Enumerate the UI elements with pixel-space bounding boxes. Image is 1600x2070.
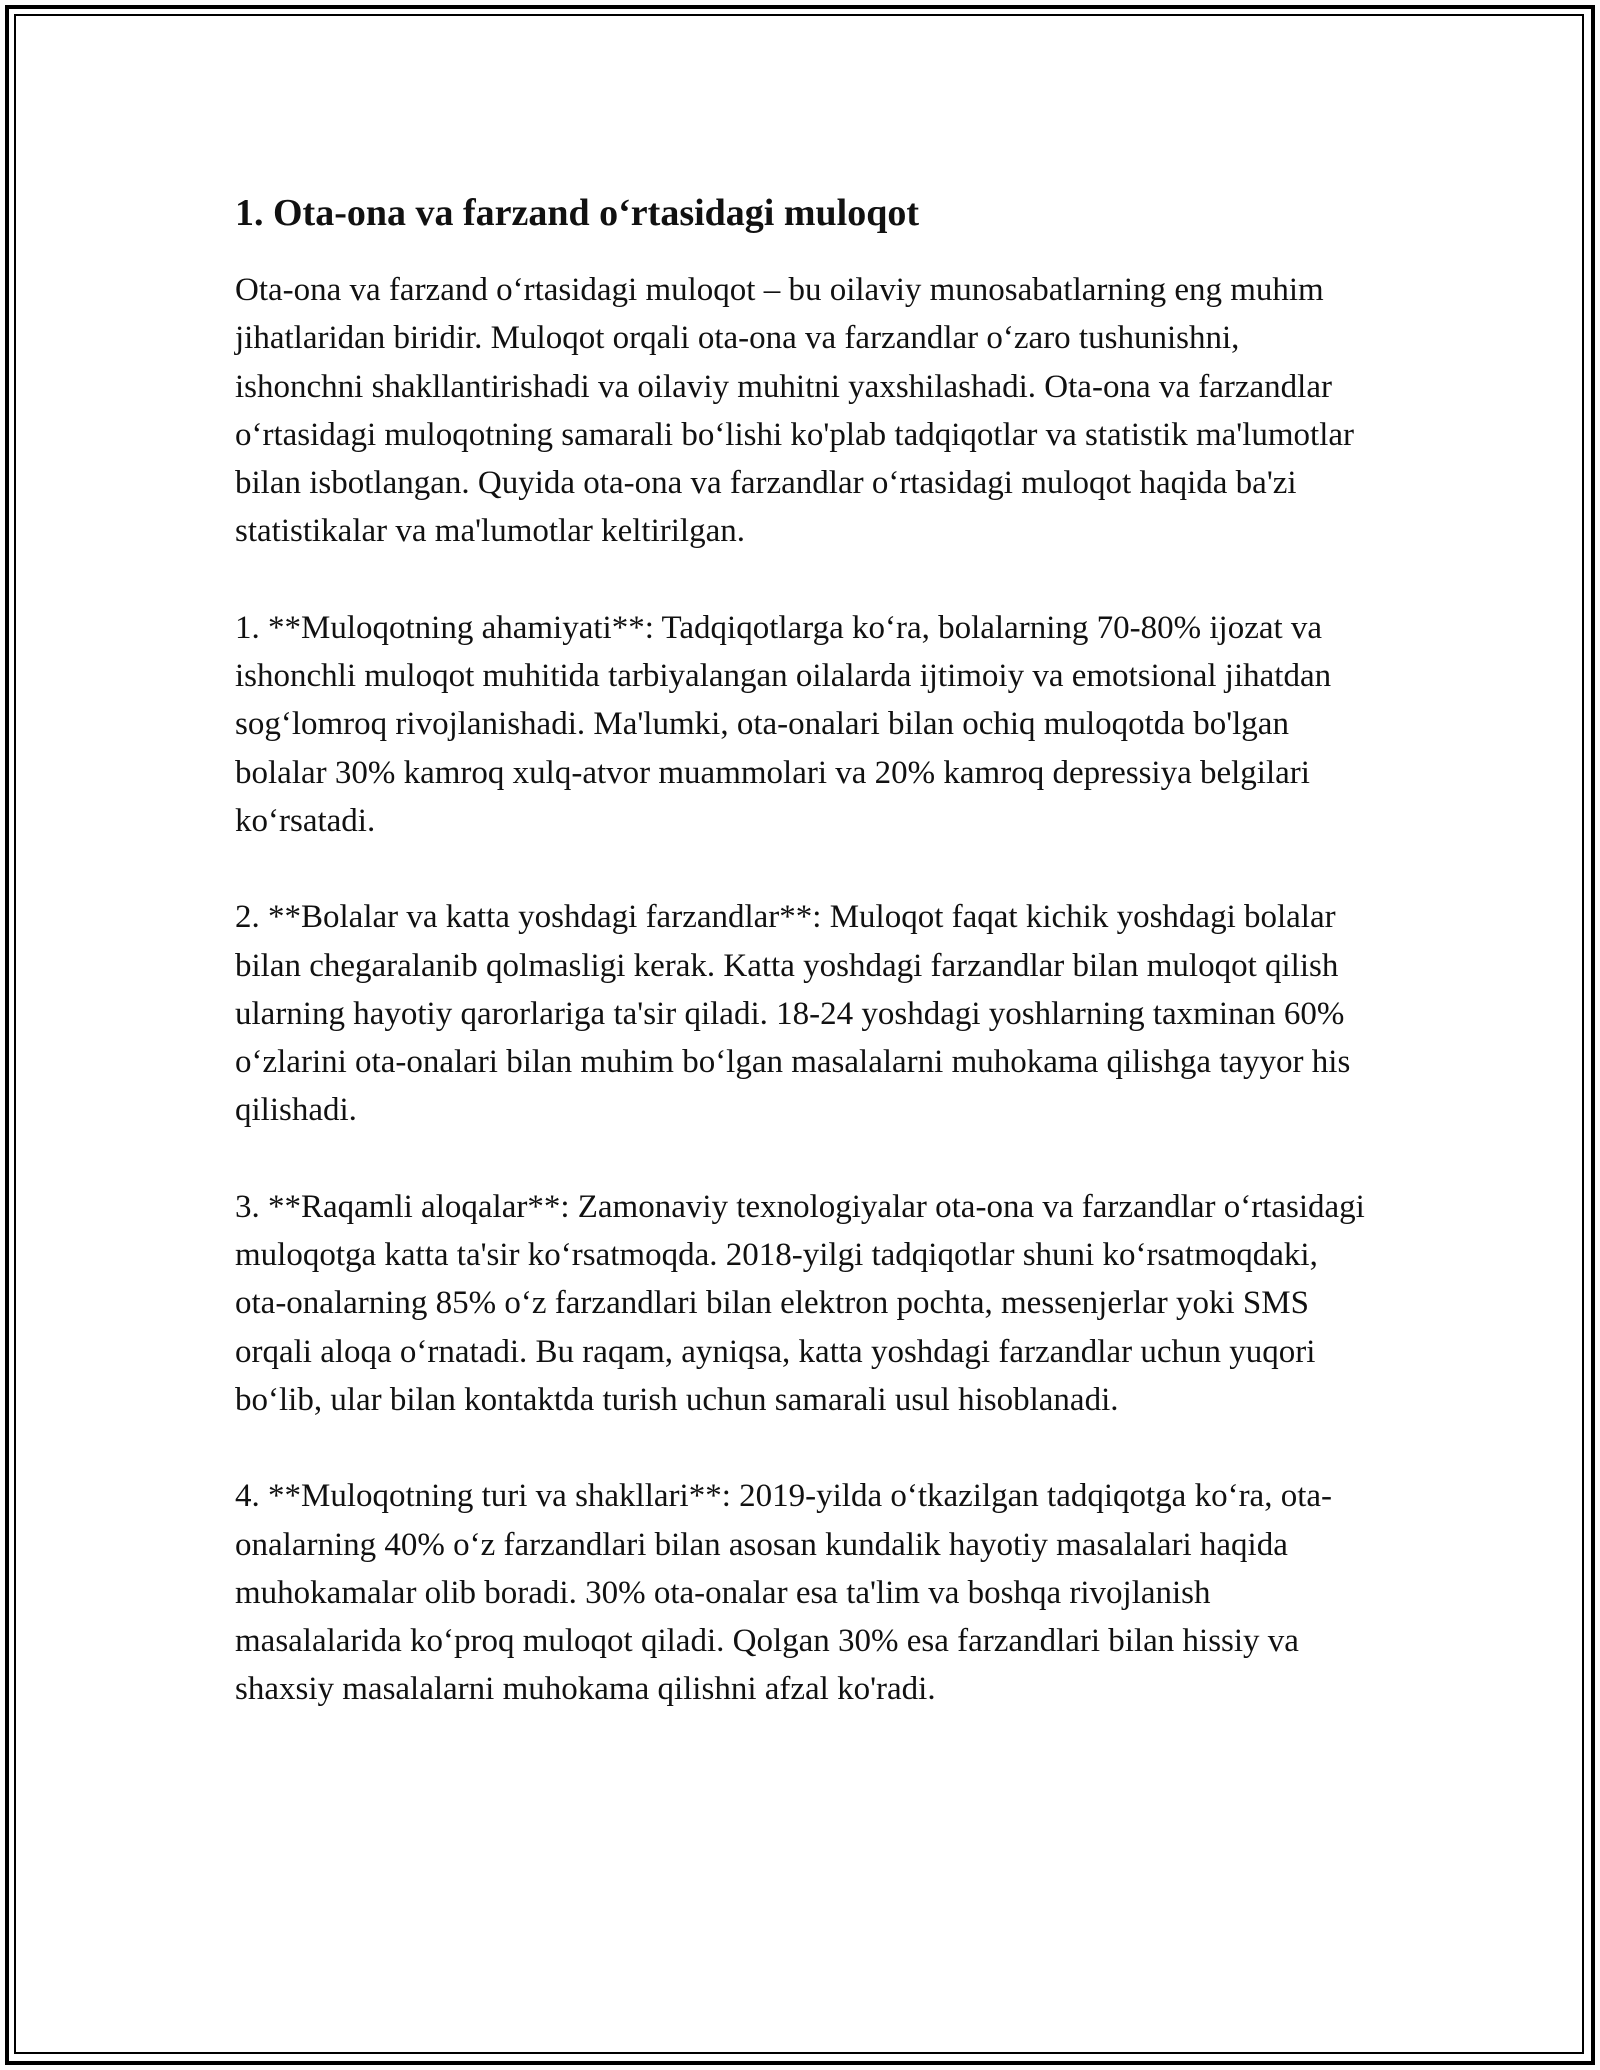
section-heading: 1. Ota-ona va farzand o‘rtasidagi muloqot [235,192,919,234]
paragraph-communication-types: 4. **Muloqotning turi va shakllari**: 2019-yilda o‘tkazilgan tadqiqotga ko‘ra, ota-onalarning 40% o‘z farzandlari bilan asosan kundalik hayotiy masalalari haqida muhokamalar olib boradi. 30% ota-onalar esa ta'lim va boshqa rivojlanish masalalarida ko‘proq muloqot qiladi. Qolgan 30% esa farzandlari bilan hissiy va shaxsiy masalalarni muhokama qilishni afzal ko'radi. [235,1478,1333,1708]
intro-paragraph: Ota-ona va farzand o‘rtasidagi muloqot – bu oilaviy munosabatlarning eng muhim jihatlaridan biridir. Muloqot orqali ota-ona va farzandlar o‘zaro tushunishni, ishonchni shakllantirishadi va oilaviy muhitni yaxshilashadi. Ota-ona va farzandlar o‘rtasidagi muloqotning samarali bo‘lishi ko'plab tadqiqotlar va statistik ma'lumotlar bilan isbotlangan. Quyida ota-ona va farzandlar o‘rtasidagi muloqot haqida ba'zi statistikalar va ma'lumotlar keltirilgan. [235,272,1355,550]
document-body [235,186,1365,1762]
paragraph-older-children: 2. **Bolalar va katta yoshdagi farzandlar**: Muloqot faqat kichik yoshdagi bolalar bilan chegaralanib qolmasligi kerak. Katta yoshdagi farzandlar bilan muloqot qilish ularning hayotiy qarorlariga ta'sir qiladi. 18-24 yoshdagi yoshlarning taxminan 60% o‘zlarini ota-onalari bilan muhim bo‘lgan masalalarni muhokama qilishga tayyor his qilishadi. [235,899,1351,1129]
paragraph-digital-communication: 3. **Raqamli aloqalar**: Zamonaviy texnologiyalar ota-ona va farzandlar o‘rtasidagi muloqotga katta ta'sir ko‘rsatmoqda. 2018-yilgi tadqiqotlar shuni ko‘rsatmoqdaki, ota-onalarning 85% o‘z farzandlari bilan elektron pochta, messenjerlar yoki SMS orqali aloqa o‘rnatadi. Bu raqam, ayniqsa, katta yoshdagi farzandlar uchun yuqori bo‘lib, ular bilan kontaktda turish uchun samarali usul hisoblanadi. [235,1188,1365,1418]
paragraph-importance: 1. **Muloqotning ahamiyati**: Tadqiqotlarga ko‘ra, bolalarning 70-80% ijozat va ishonchli muloqot muhitida tarbiyalangan oilalarda ijtimoiy va emotsional jihatdan sog‘lomroq rivojlanishadi. Ma'lumki, ota-onalari bilan ochiq muloqotda bo'lgan bolalar 30% kamroq xulq-atvor muammolari va 20% kamroq depressiya belgilari ko‘rsatadi. [235,609,1332,839]
